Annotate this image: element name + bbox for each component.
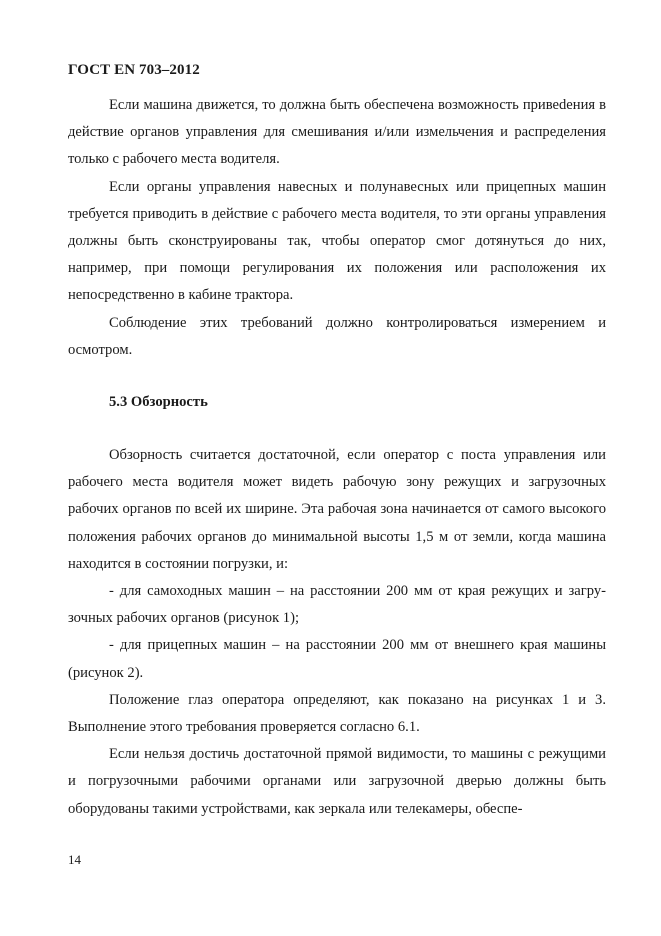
list-item-self-propelled: - для самоходных машин – на расстоянии 200 мм от края режущих и загрузочных рабочих органов (рисунок 1); <box>68 583 606 627</box>
paragraph-mounted-controls: Если органы управления навесных и полунавесных или прицепных машин требуется приводить в действие с рабочего места водителя, то эти органы управления должны быть сконструированы так, чтобы оператор смог дотянуться до них, например, при помощи регулирования их положения или расположения их непосредственно в кабине трактора. <box>68 178 606 304</box>
document-header: ГОСТ EN 703–2012 <box>68 62 200 78</box>
paragraph-controls-moving: Если машина движется, то должна быть обеспечена возможность привеdения в действие органов управления для смешивания и/или измельчения и распределения только с рабочего места водителя. <box>68 97 606 168</box>
page-number: 14 <box>68 852 81 867</box>
list-item-trailed: - для прицепных машин – на расстоянии 200 мм от внешнего края машины (рисунок 2). <box>68 637 606 681</box>
paragraph-mirrors-cameras: Если нельзя достичь достаточной прямой видимости, то машины с режущими и погрузочными рабочими органами или загрузочной дверью должны быть оборудованы такими устройствами, как зеркала или телекамеры, обеспе- <box>68 746 606 817</box>
section-title: 5.3 Обзорность <box>109 394 208 411</box>
page-body <box>68 92 606 823</box>
paragraph-eye-position: Положение глаз оператора определяют, как показано на рисунках 1 и 3. Выполнение этого требования проверяется согласно 6.1. <box>68 691 606 736</box>
paragraph-compliance-check: Соблюдение этих требований должно контролироваться измерением и осмотром. <box>68 314 606 358</box>
paragraph-visibility-definition: Обзорность считается достаточной, если оператор с поста управления или рабочего места водителя может видеть рабочую зону режущих и загрузочных рабочих органов по всей их ширине. Эта рабочая зона начинается от самого высокого положения рабочих органов до минимальной высоты 1,5 м от земли, когда машина находится в состоянии погрузки, и: <box>68 447 606 572</box>
